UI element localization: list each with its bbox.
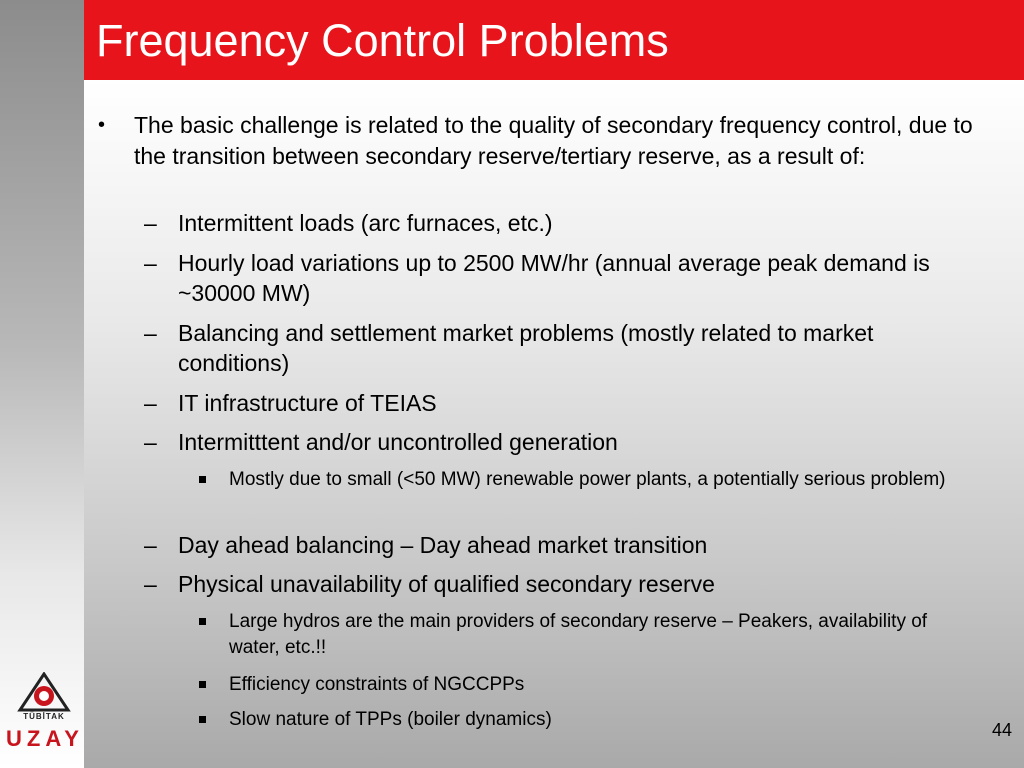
list-item bbox=[144, 569, 1004, 599]
tubitak-uzay-logo bbox=[6, 672, 82, 756]
list-item-text: Intermittent loads (arc furnaces, etc.) bbox=[178, 210, 553, 236]
left-gradient-strip bbox=[0, 0, 84, 768]
list-item-text: IT infrastructure of TEIAS bbox=[178, 390, 437, 416]
list-item-text: Hourly load variations up to 2500 MW/hr (annual average peak demand is ~30000 MW) bbox=[178, 250, 930, 306]
list-item bbox=[144, 318, 978, 378]
dash-icon: – bbox=[144, 250, 157, 276]
main-bullet-text: The basic challenge is related to the quality of secondary frequency control, due to the transition between secondary reserve/tertiary reserve, as a result of: bbox=[134, 112, 973, 169]
logo-big-text: UZAY bbox=[6, 726, 84, 751]
dash-icon: – bbox=[144, 532, 157, 558]
bullet-dot-icon: • bbox=[98, 114, 106, 136]
list-item bbox=[144, 427, 1004, 457]
list-item bbox=[144, 248, 1004, 308]
dash-icon: – bbox=[144, 390, 157, 416]
sub-list-item-text: Large hydros are the main providers of secondary reserve – Peakers, availability of water, etc.!! bbox=[229, 611, 928, 658]
sub-list-item bbox=[229, 672, 1004, 698]
sub-list-item bbox=[229, 467, 1004, 493]
content-background bbox=[84, 80, 1024, 768]
dash-icon: – bbox=[144, 210, 157, 236]
list-item-text: Balancing and settlement market problems (mostly related to market conditions) bbox=[178, 320, 874, 376]
square-bullet-icon bbox=[199, 681, 206, 688]
list-item-text: Physical unavailability of qualified secondary reserve bbox=[178, 571, 715, 597]
list-item-text: Intermitttent and/or uncontrolled generation bbox=[178, 429, 618, 455]
page-number: 44 bbox=[991, 720, 1012, 740]
sub-list-item-text: Efficiency constraints of NGCCPPs bbox=[229, 674, 525, 695]
logo-emblem-icon bbox=[6, 672, 82, 716]
sub-list-item bbox=[229, 609, 969, 661]
dash-icon: – bbox=[144, 429, 157, 455]
sub-list-item bbox=[229, 707, 969, 733]
list-item bbox=[144, 208, 1004, 238]
square-bullet-icon bbox=[199, 618, 206, 625]
sub-list-item-text: Slow nature of TPPs (boiler dynamics) bbox=[229, 709, 552, 730]
list-item bbox=[144, 388, 1004, 418]
list-item-text: Day ahead balancing – Day ahead market transition bbox=[178, 532, 708, 558]
sub-list-item-text: Mostly due to small (<50 MW) renewable power plants, a potentially serious problem) bbox=[229, 469, 946, 490]
logo-small-text: TÜBİTAK bbox=[23, 712, 65, 721]
main-bullet bbox=[98, 110, 1004, 172]
slide-title: Frequency Control Problems bbox=[96, 15, 669, 66]
square-bullet-icon bbox=[199, 476, 206, 483]
square-bullet-icon bbox=[199, 716, 206, 723]
dash-icon: – bbox=[144, 320, 157, 346]
list-item bbox=[144, 530, 1004, 560]
dash-icon: – bbox=[144, 571, 157, 597]
